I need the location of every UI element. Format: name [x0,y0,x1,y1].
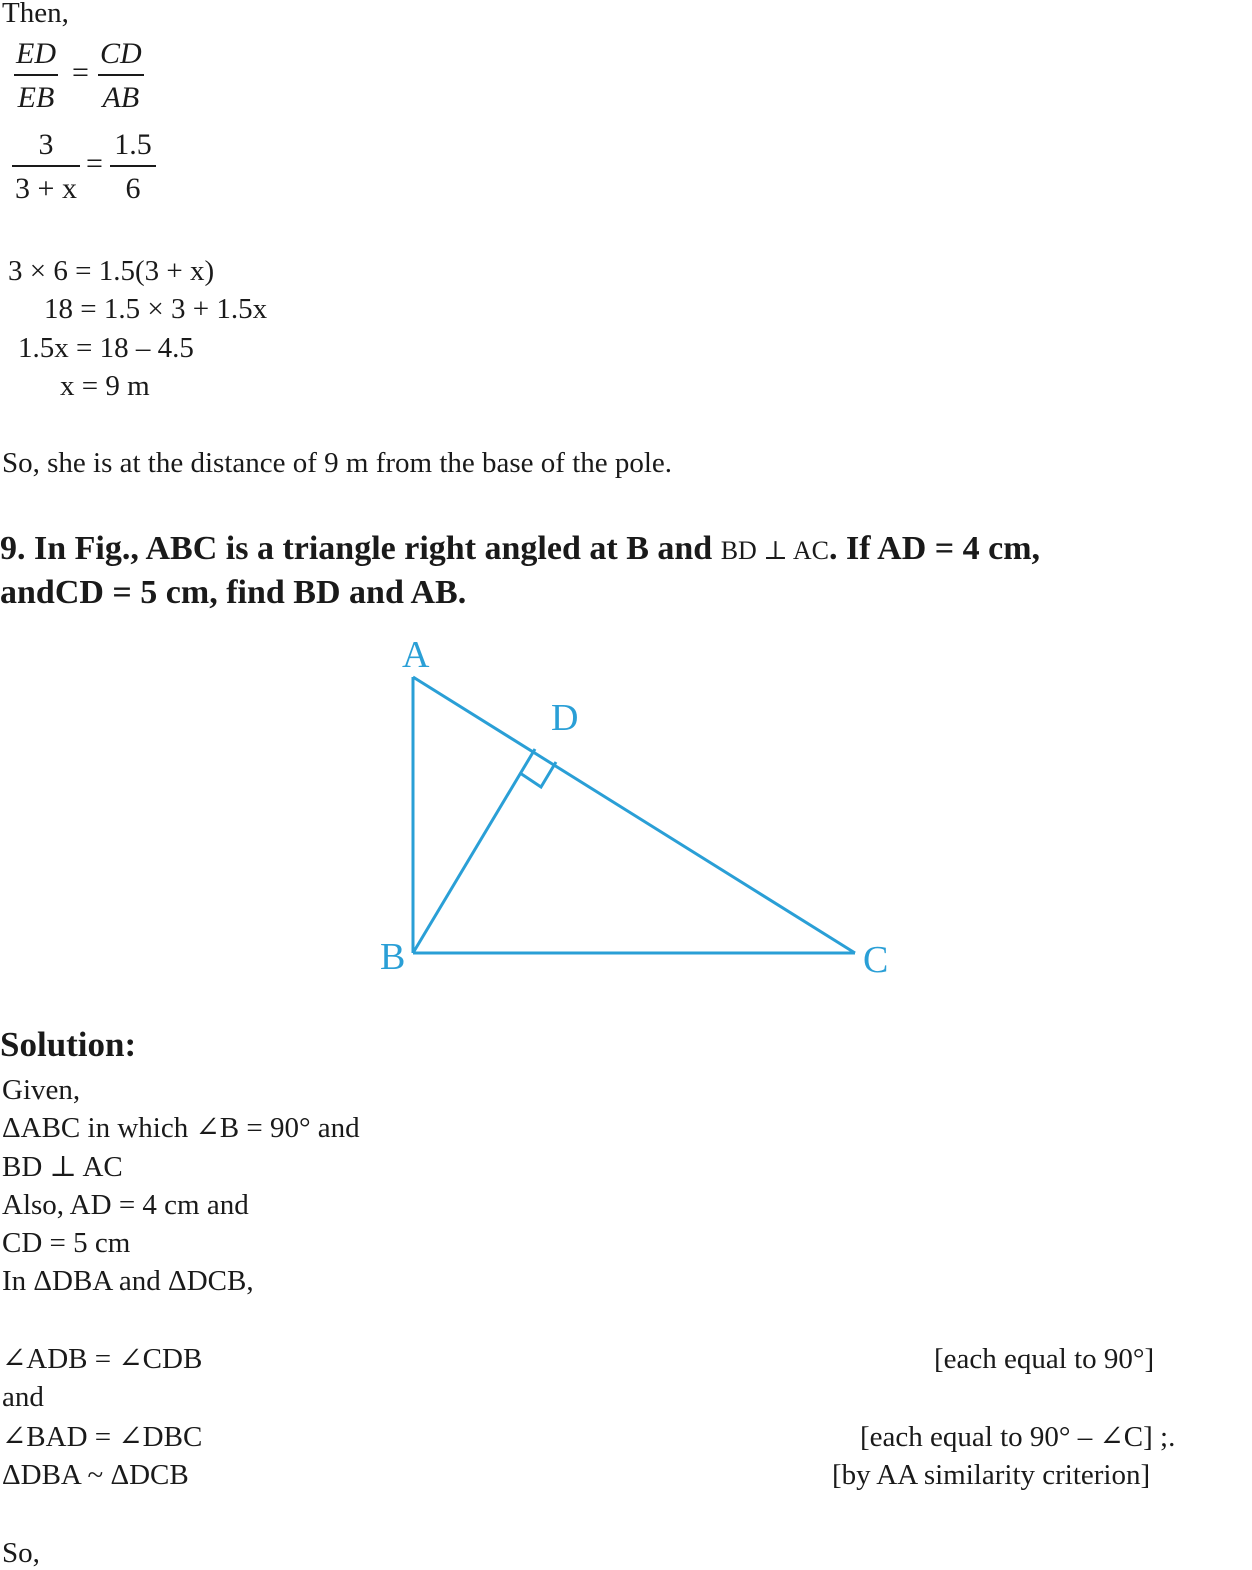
solution-line-in-triangles: In ΔDBA and ΔDCB, [2,1265,254,1297]
triangle-figure [370,630,910,985]
solution-line-triangle: ΔABC in which ∠B = 90° and [2,1112,360,1144]
equation-line-3: 1.5x = 18 – 4.5 [18,332,194,364]
denominator: EB [14,74,58,120]
side-ac [413,677,855,953]
fraction-3-over-3-plus-x [12,125,80,211]
solution-line-cd: CD = 5 cm [2,1227,131,1259]
proof-row-4-reason: [by AA similarity criterion] [832,1459,1151,1491]
proof-row-4-left: ΔDBA ~ ΔDCB [2,1459,189,1491]
numerator: CD [100,37,142,70]
denominator: 3 + x [12,165,80,211]
conclusion-text: So, she is at the distance of 9 m from the base of the pole. [2,447,673,479]
question-line-1 [0,527,1040,573]
numerator: 1.5 [114,128,152,161]
fraction-1-5-over-6 [110,125,156,211]
solution-heading: Solution: [0,1025,137,1064]
denominator: 6 [110,165,156,211]
so-label: So, [2,1537,40,1569]
label-a: A [402,634,430,676]
equation-line-2: 18 = 1.5 × 3 + 1.5x [44,293,268,325]
question-math: BD ⊥ AC [720,536,829,565]
proof-row-3-left: ∠BAD = ∠DBC [2,1421,203,1453]
equation-line-4: x = 9 m [60,370,150,402]
label-d: D [551,697,579,739]
proof-row-3-reason: [each equal to 90° – ∠C] ;. [860,1421,1176,1453]
fraction-cd-ab [98,34,144,120]
triangle-lines [413,677,855,953]
label-c: C [863,939,889,981]
fraction-ed-eb [14,34,58,120]
equation-line-1: 3 × 6 = 1.5(3 + x) [8,255,215,287]
numerator: ED [16,37,56,70]
equals-sign: = [72,56,89,89]
proof-row-2-left: and [2,1381,44,1413]
solution-line-ad: Also, AD = 4 cm and [2,1189,249,1221]
then-label: Then, [2,0,69,29]
equals-sign: = [86,147,103,180]
proof-row-1-reason: [each equal to 90°] [934,1343,1155,1375]
solution-line-given: Given, [2,1074,81,1106]
question-line-2: andCD = 5 cm, find BD and AB. [0,574,467,611]
solution-line-perpendicular: BD ⊥ AC [2,1151,123,1183]
denominator: AB [98,74,144,120]
question-text: 9. In Fig., ABC is a triangle right angled at B and [0,530,713,567]
proof-row-1-left: ∠ADB = ∠CDB [2,1343,203,1375]
altitude-bd [413,749,535,953]
vertex-labels [380,634,888,981]
label-b: B [380,936,406,978]
numerator: 3 [38,128,54,161]
question-text-end: . If AD = 4 cm, [828,530,1041,567]
